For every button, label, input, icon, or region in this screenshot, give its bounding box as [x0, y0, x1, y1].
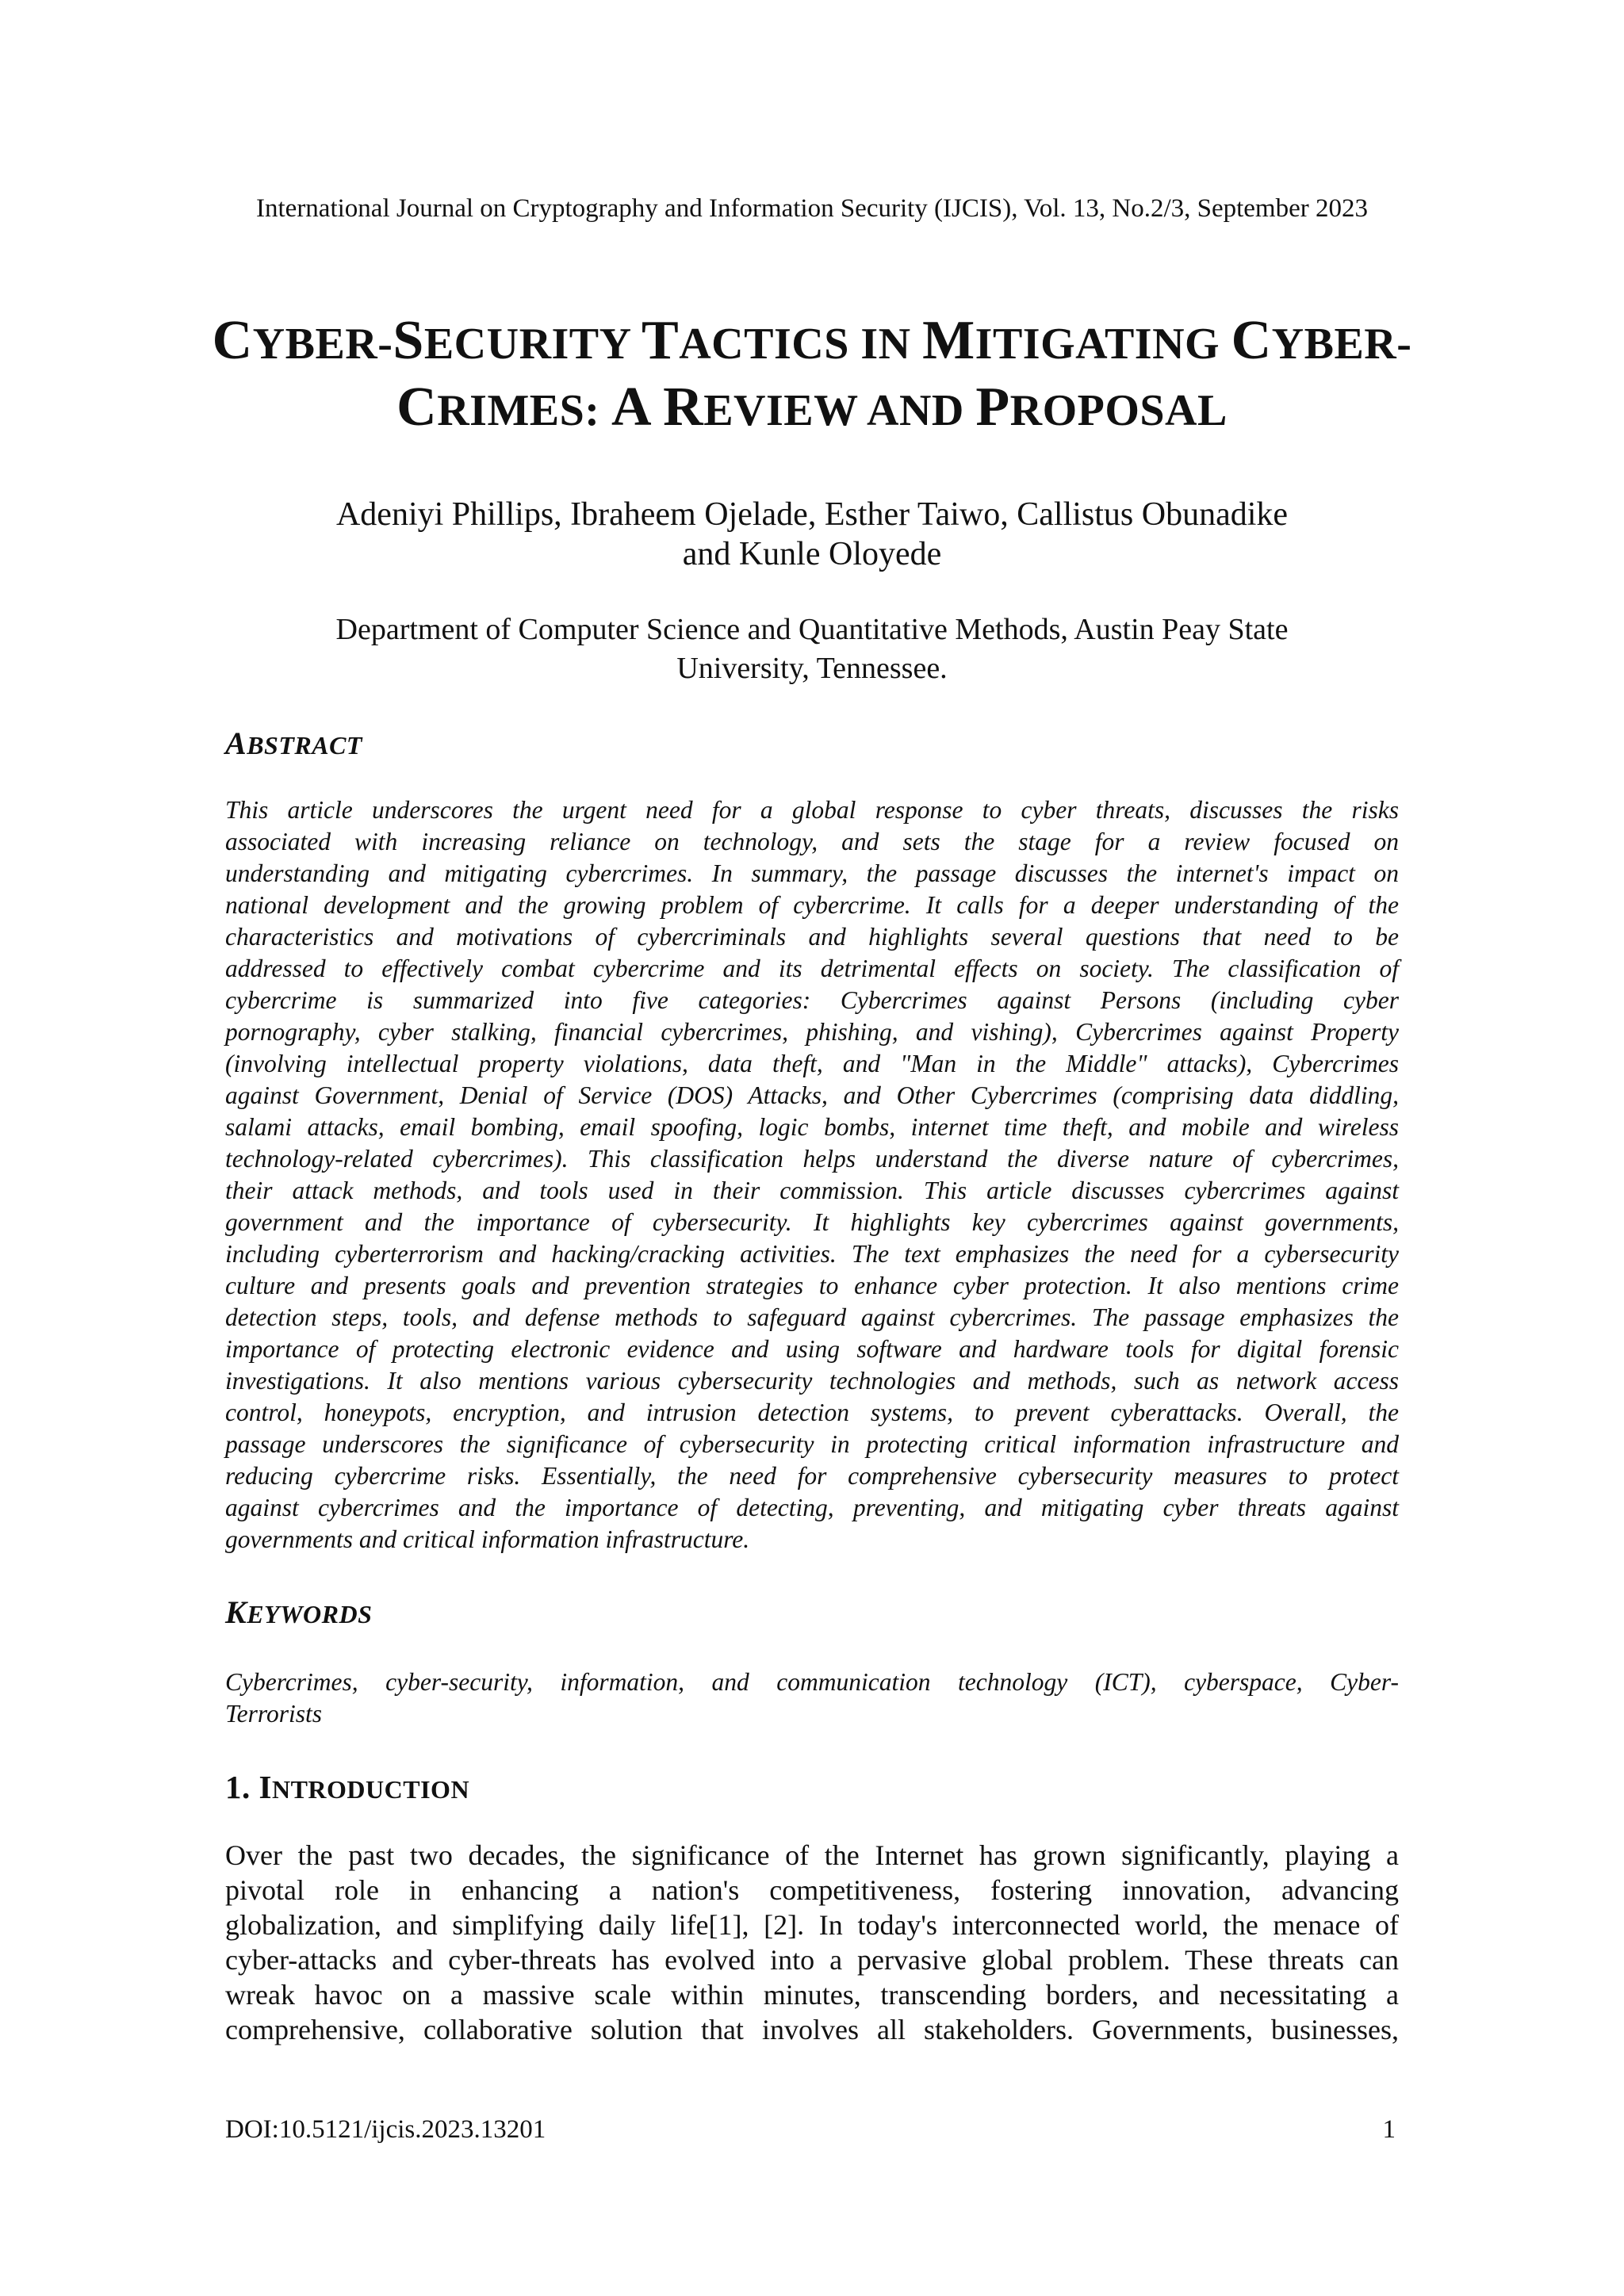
abstract-line: passage underscores the significance of cybersecurity in protecting critical information infrastructure and	[225, 1430, 1399, 1458]
abstract-line: salami attacks, email bombing, email spoofing, logic bombs, internet time theft, and mobile and wireless	[225, 1113, 1399, 1141]
abstract-heading: ABSTRACT	[225, 725, 362, 761]
keywords-line: Cybercrimes, cyber-security, information, and communication technology (ICT), cyberspace, Cyber-	[225, 1668, 1399, 1696]
author-line: Adeniyi Phillips, Ibraheem Ojelade, Esther Taiwo, Callistus Obunadike	[335, 496, 1289, 533]
introduction-line: comprehensive, collaborative solution that involves all stakeholders. Governments, businesses,	[225, 2014, 1399, 2045]
abstract-line: detection steps, tools, and defense methods to safeguard against cybercrimes. The passage emphasizes the	[225, 1303, 1399, 1331]
abstract-line: investigations. It also mentions various cybersecurity technologies and methods, such as network access	[225, 1367, 1399, 1395]
abstract-line: pornography, cyber stalking, financial cybercrimes, phishing, and vishing), Cybercrimes against Property	[225, 1018, 1399, 1046]
affiliation-line: Department of Computer Science and Quantitative Methods, Austin Peay State	[335, 613, 1289, 646]
abstract-line: their attack methods, and tools used in their commission. This article discusses cybercrimes against	[225, 1177, 1399, 1204]
introduction-heading: 1. INTRODUCTION	[225, 1769, 470, 1805]
abstract-line: governments and critical information infrastructure.	[225, 1525, 750, 1553]
abstract-line: national development and the growing problem of cybercrime. It calls for a deeper understanding of the	[225, 891, 1399, 919]
author-line: and Kunle Oloyede	[682, 536, 942, 572]
title-line-1: CYBER-SECURITY TACTICS IN MITIGATING CYBER-	[212, 310, 1412, 371]
introduction-line: Over the past two decades, the significance of the Internet has grown significantly, playing a	[225, 1839, 1399, 1871]
keywords-heading: KEYWORDS	[225, 1594, 373, 1630]
introduction-line: cyber-attacks and cyber-threats has evolved into a pervasive global problem. These threats can	[225, 1944, 1399, 1976]
abstract-line: technology-related cybercrimes). This classification helps understand the diverse nature of cybercrimes,	[225, 1145, 1399, 1173]
abstract-line: associated with increasing reliance on technology, and sets the stage for a review focused on	[225, 828, 1399, 855]
affiliation-line: University, Tennessee.	[676, 652, 948, 685]
abstract-line: characteristics and motivations of cybercriminals and highlights several questions that need to be	[225, 923, 1399, 951]
title-line-2: CRIMES: A REVIEW AND PROPOSAL	[396, 377, 1228, 438]
affiliation	[198, 610, 1426, 688]
abstract-line: This article underscores the urgent need for a global response to cyber threats, discusses the risks	[225, 796, 1399, 824]
introduction-line: wreak havoc on a massive scale within minutes, transcending borders, and necessitating a	[225, 1979, 1399, 2011]
abstract-line: understanding and mitigating cybercrimes. In summary, the passage discusses the internet's impact on	[225, 859, 1399, 887]
abstract-line: against Government, Denial of Service (DOS) Attacks, and Other Cybercrimes (comprising data diddling,	[225, 1081, 1399, 1109]
abstract-text	[225, 794, 1399, 1556]
abstract-line: (involving intellectual property violations, data theft, and "Man in the Middle" attacks), Cybercrimes	[225, 1050, 1399, 1077]
abstract-line: reducing cybercrime risks. Essentially, the need for comprehensive cybersecurity measures to protect	[225, 1462, 1399, 1490]
running-header: International Journal on Cryptography and Information Security (IJCIS), Vol. 13, No.2/3, September 2023	[256, 194, 1368, 223]
introduction-line: pivotal role in enhancing a nation's competitiveness, fostering innovation, advancing	[225, 1874, 1399, 1906]
abstract-line: including cyberterrorism and hacking/cracking activities. The text emphasizes the need for a cybersecurity	[225, 1240, 1399, 1268]
abstract-line: government and the importance of cybersecurity. It highlights key cybercrimes against governments,	[225, 1208, 1399, 1236]
abstract-line: culture and presents goals and prevention strategies to enhance cyber protection. It also mentions crime	[225, 1272, 1399, 1299]
abstract-line: addressed to effectively combat cybercrime and its detrimental effects on society. The classification of	[225, 955, 1399, 982]
keywords-line: Terrorists	[225, 1700, 322, 1728]
abstract-line: against cybercrimes and the importance of detecting, preventing, and mitigating cyber threats against	[225, 1494, 1399, 1521]
paper-title	[198, 309, 1426, 442]
page-number: 1	[1382, 2115, 1396, 2144]
abstract-line: control, honeypots, encryption, and intrusion detection systems, to prevent cyberattacks. Overall, the	[225, 1399, 1399, 1426]
introduction-line: globalization, and simplifying daily life[1], [2]. In today's interconnected world, the menace of	[225, 1909, 1399, 1941]
author-list	[198, 495, 1426, 574]
keywords-text	[225, 1667, 1399, 1730]
abstract-line: importance of protecting electronic evidence and using software and hardware tools for digital forensic	[225, 1335, 1399, 1363]
abstract-line: cybercrime is summarized into five categories: Cybercrimes against Persons (including cyber	[225, 986, 1399, 1014]
doi-footer: DOI:10.5121/ijcis.2023.13201	[225, 2115, 546, 2144]
introduction-text	[225, 1838, 1399, 2047]
